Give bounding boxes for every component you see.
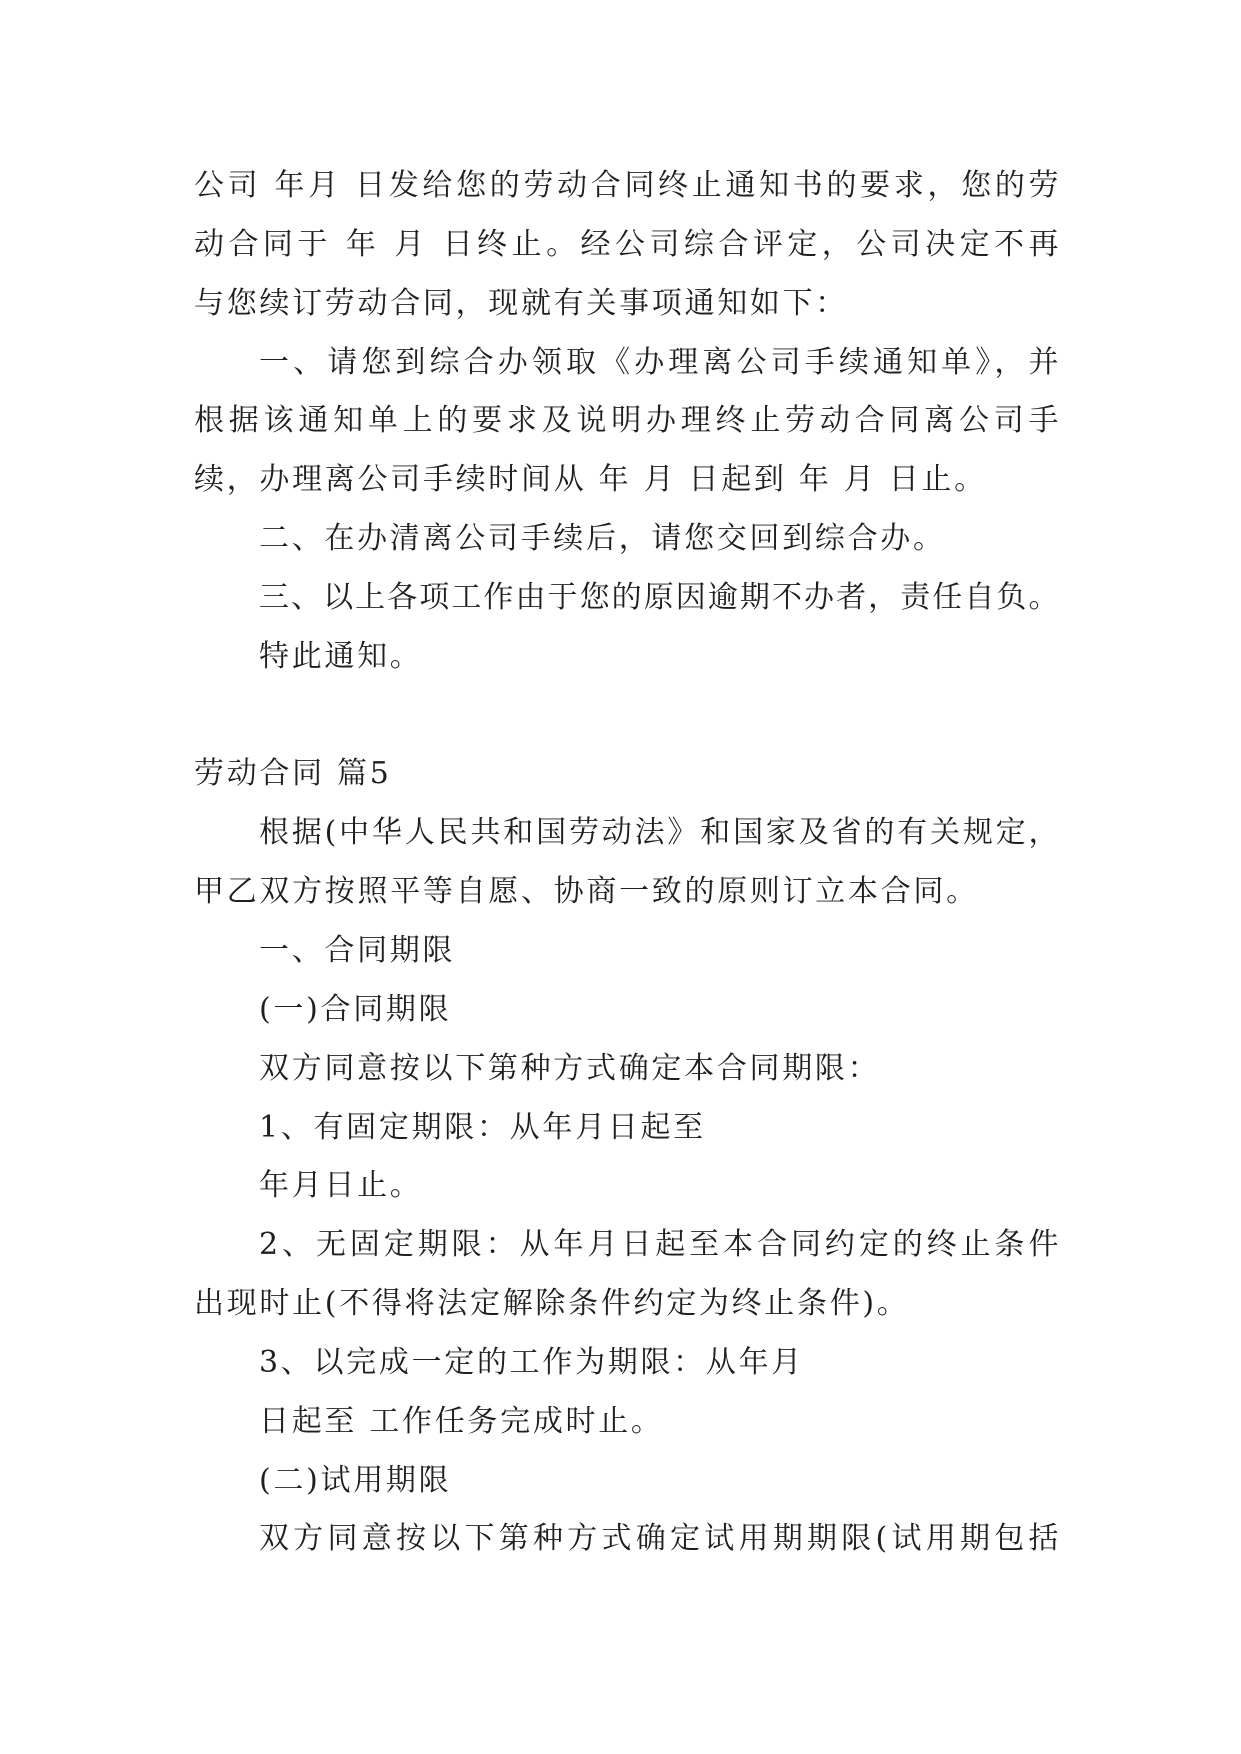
- text-line: 年月日止。: [259, 1168, 423, 1204]
- text-line: 双方同意按以下第种方式确定本合同期限：: [259, 1050, 881, 1086]
- text-line: 一、请您到综合办领取《办理离公司手续通知单》，并: [259, 344, 1060, 380]
- text-line: 根据该通知单上的要求及说明办理终止劳动合同离公司手: [194, 403, 1060, 439]
- text-line: (二)试用期限: [259, 1462, 452, 1498]
- text-line: (一)合同期限: [259, 991, 452, 1027]
- document-body: [194, 157, 1060, 1569]
- text-line: 双方同意按以下第种方式确定试用期期限(试用期包括: [259, 1521, 1060, 1557]
- text-line: 二、在办清离公司手续后，请您交回到综合办。: [259, 521, 946, 557]
- text-line: 3、以完成一定的工作为期限：从年月: [259, 1344, 804, 1380]
- text-line: 2、无固定期限：从年月日起至本合同约定的终止条件: [259, 1227, 1060, 1263]
- text-line: 续，办理离公司手续时间从 年 月 日起到 年 月 日止。: [194, 462, 987, 498]
- section-heading: 劳动合同 篇5: [194, 756, 392, 792]
- text-line: 动合同于 年 月 日终止。经公司综合评定，公司决定不再: [194, 226, 1060, 262]
- text-line: 根据(中华人民共和国劳动法》和国家及省的有关规定，: [259, 815, 1060, 851]
- paragraph-gap: [194, 687, 1060, 746]
- text-line: 甲乙双方按照平等自愿、协商一致的原则订立本合同。: [194, 874, 979, 910]
- text-line: 三、以上各项工作由于您的原因逾期不办者，责任自负。: [259, 579, 1060, 615]
- text-line: 公司 年月 日发给您的劳动合同终止通知书的要求，您的劳: [194, 168, 1060, 203]
- text-line: 日起至 工作任务完成时止。: [259, 1403, 664, 1439]
- text-line: 与您续订劳动合同，现就有关事项通知如下：: [194, 285, 848, 321]
- text-line: 1、有固定期限：从年月日起至: [259, 1109, 706, 1145]
- text-line: 出现时止(不得将法定解除条件约定为终止条件)。: [194, 1286, 910, 1322]
- text-line: 特此通知。: [259, 638, 423, 674]
- text-line: 一、合同期限: [259, 932, 456, 968]
